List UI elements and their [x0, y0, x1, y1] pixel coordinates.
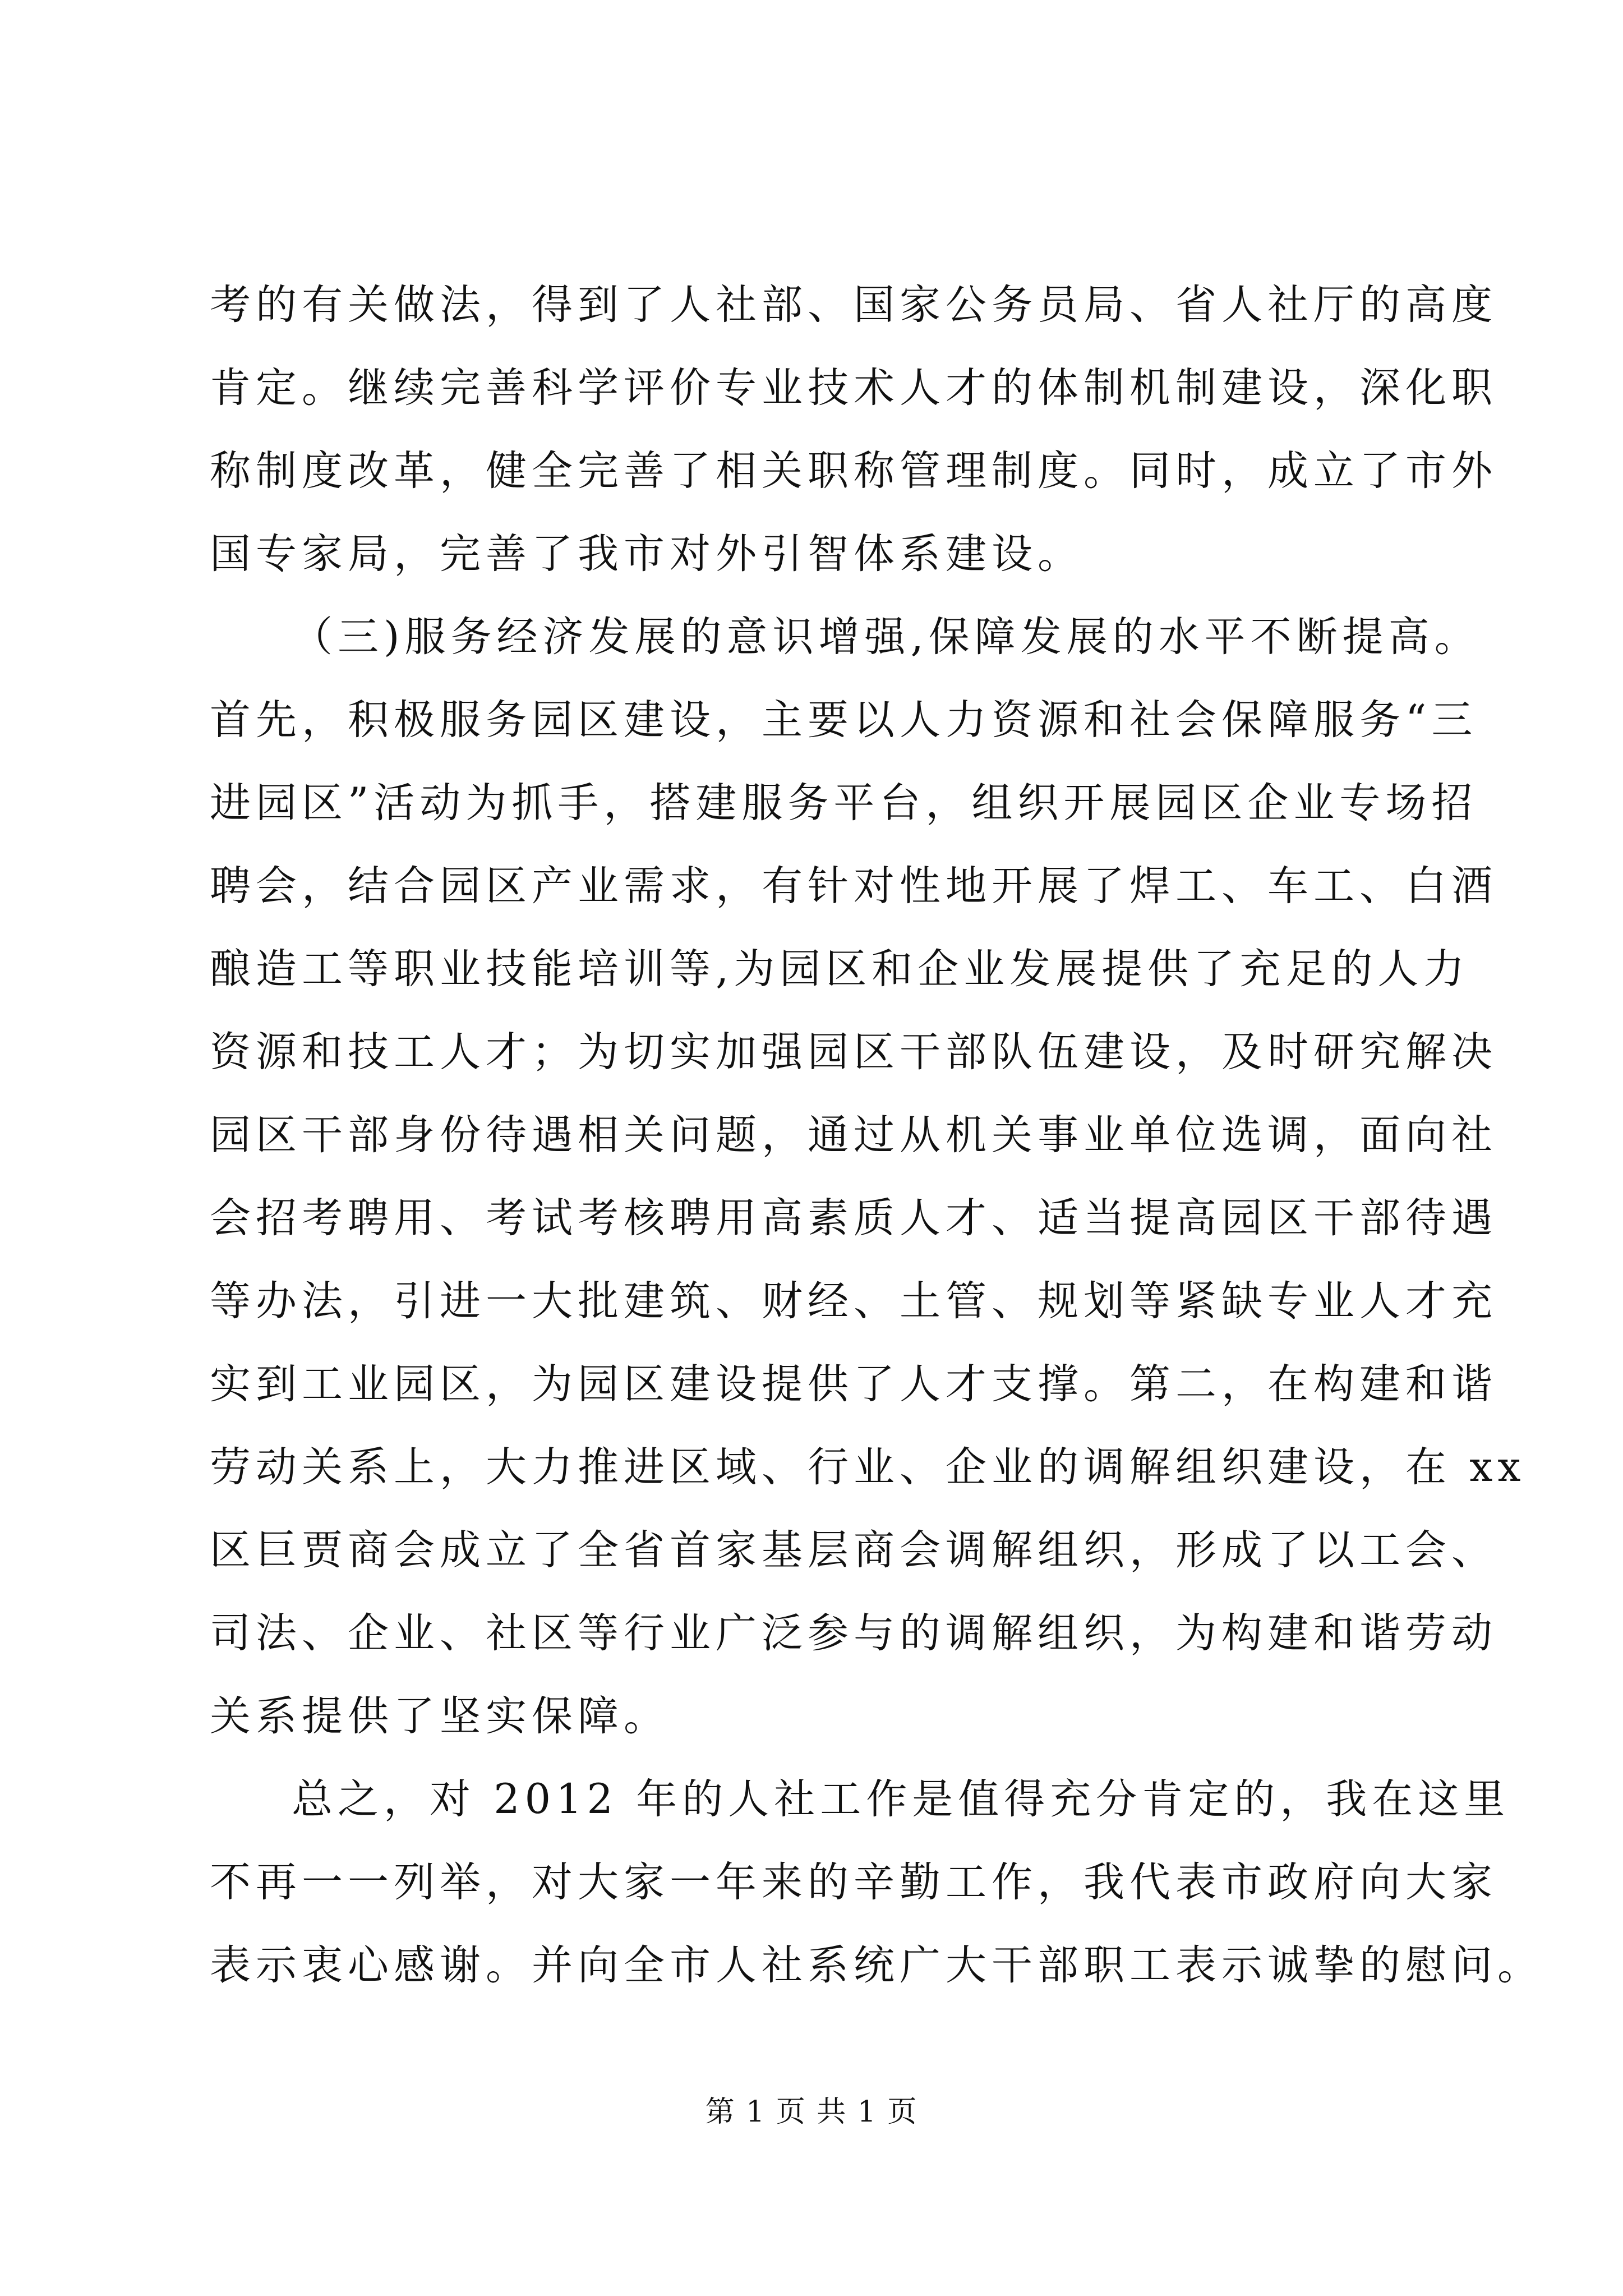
text-line: 进园区”活动为抓手，搭建服务平台，组织开展园区企业专场招	[210, 779, 1478, 827]
text-line: 国专家局，完善了我市对外引智体系建设。	[210, 530, 1083, 578]
text-line: 不再一一列举，对大家一年来的辛勤工作，我代表市政府向大家	[210, 1858, 1497, 1906]
text-line: 表示衷心感谢。并向全市人社系统广大干部职工表示诚挚的慰问。	[210, 1941, 1543, 1989]
text-line: 司法、企业、社区等行业广泛参与的调解组织，为构建和谐劳动	[210, 1609, 1497, 1657]
text-line: 会招考聘用、考试考核聘用高素质人才、适当提高园区干部待遇	[210, 1194, 1497, 1242]
text-line: 园区干部身份待遇相关问题，通过从机关事业单位选调，面向社	[210, 1111, 1497, 1159]
text-line: 考的有关做法，得到了人社部、国家公务员局、省人社厅的高度	[210, 281, 1497, 329]
text-line: 区巨贾商会成立了全省首家基层商会调解组织，形成了以工会、	[210, 1526, 1497, 1574]
text-line: 聘会，结合园区产业需求，有针对性地开展了焊工、车工、白酒	[210, 862, 1497, 910]
text-line: 等办法，引进一大批建筑、财经、土管、规划等紧缺专业人才充	[210, 1277, 1497, 1325]
paragraph-start-line: 总之，对 2012 年的人社工作是值得充分肯定的，我在这里	[292, 1775, 1510, 1823]
text-line: 酿造工等职业技能培训等,为园区和企业发展提供了充足的人力	[210, 945, 1470, 993]
text-line: 劳动关系上，大力推进区域、行业、企业的调解组织建设，在 xx	[210, 1443, 1526, 1491]
text-line: 肯定。继续完善科学评价专业技术人才的体制机制建设，深化职	[210, 364, 1497, 412]
text-line: 称制度改革，健全完善了相关职称管理制度。同时，成立了市外	[210, 447, 1497, 495]
page-footer: 第 1 页 共 1 页	[705, 2095, 918, 2129]
document-body	[210, 264, 1543, 2007]
text-line: 实到工业园区，为园区建设提供了人才支撑。第二，在构建和谐	[210, 1360, 1497, 1408]
section-heading-line: （三)服务经济发展的意识增强,保障发展的水平不断提高。	[292, 613, 1481, 661]
text-line: 首先，积极服务园区建设，主要以人力资源和社会保障服务“三	[210, 696, 1478, 744]
text-line: 关系提供了坚实保障。	[210, 1692, 670, 1740]
text-line: 资源和技工人才；为切实加强园区干部队伍建设，及时研究解决	[210, 1028, 1497, 1076]
